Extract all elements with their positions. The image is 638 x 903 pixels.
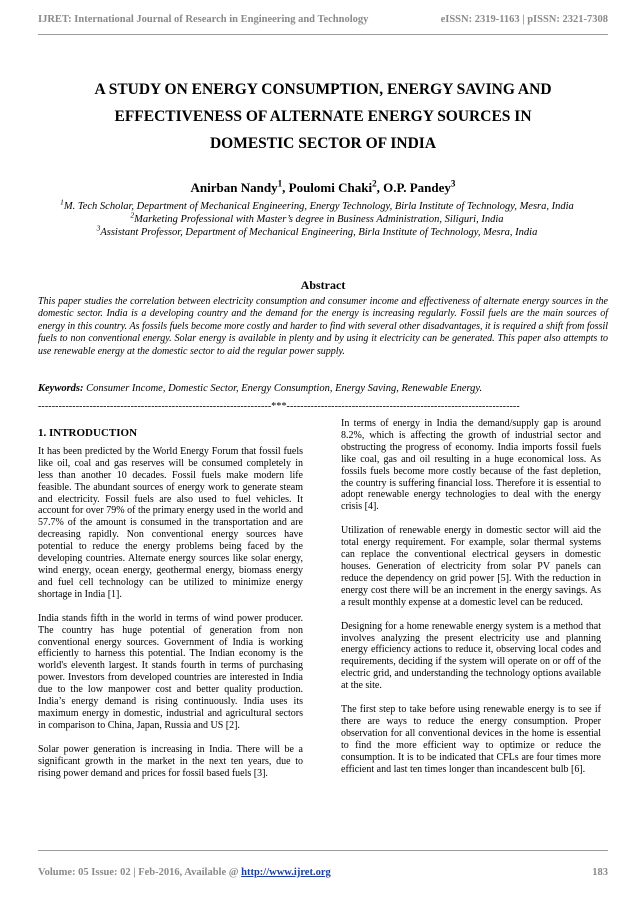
left-column [38,428,303,791]
author-name: Poulomi Chaki [288,180,373,195]
paragraph: Designing for a home renewable energy system is a method that involves analyzing the present electricity use and planning energy efficiency actions to reduce it, observing local codes and requirements, deciding if the system will operate on or off of the electric grid, and understanding the technology options available at the site. [341,620,601,692]
affil-sup: 3 [96,223,101,233]
author-name: O.P. Pandey [383,180,451,195]
paragraph: India stands fifth in the world in terms of wind power producer. The country has huge potential of generation from non conventional energy sources. Government of India is working efficiently to harness this potential. The Indian economy is the world's eleventh largest. It stands fourth in terms of purchasing power. Investors from developed countries are interested in India due to the low manpower cost and better quality production. India’s energy demand is rising continuously. India uses its maximum energy in domestic, industrial and agricultural sectors in comparison to China, Japan, Russia and US [2]. [38,612,303,731]
title-line-2: EFFECTIVENESS OF ALTERNATE ENERGY SOURCES IN [114,108,532,125]
section-heading: 1. INTRODUCTION [38,427,138,439]
affiliation-1 [30,197,604,213]
paragraph: The first step to take before using renewable energy is to see if there are ways to reduce the energy consumption. Proper observation for all conventional devices in the home is essential to find the more efficient way to optimize or reduce the consumption. It is to be indicated that CFLs are four times more efficient and last ten times longer than incandescent bulb [6]. [341,704,601,775]
affil-text: Marketing Professional with Master’s degree in Business Administration, Siliguri, India [134,214,504,225]
author-sup: 3 [450,178,456,189]
abstract-text: This paper studies the correlation between electricity consumption and consumer income and effectiveness of alternate energy sources in the domestic sector. India is a developing country and the demand for the energy is increasing regularly. Fossil fuels are the main sources of energy in this country. As fossils fuels become more costly and harder to find with several other disadvantages, it is required a shift from fossil fuels to non conventional energy. Solar energy is available in plenty and by using it electricity can be generated. This paper also attempts to use renewable energy at the domestic sector to aid the regular power supply. [38,296,608,357]
journal-name: IJRET: International Journal of Research in Engineering and Technology [38,14,369,25]
header-rule [38,34,608,35]
paragraph: In terms of energy in India the demand/supply gap is around 8.2%, which is affecting the growth of industrial sector and obstructing the progress of economy. India imports fossil fuels like coal, gas and oil resulting in a huge economical loss. As fossils fuels become more costly because of the fast depletion, the country is suffering financial loss. Therefore it is essential to adopt renewable energy technologies to deal with the energy crisis [4]. [341,418,601,513]
affiliations [30,197,604,239]
footer-rule [38,850,608,851]
page-number: 183 [592,867,608,878]
journal-link[interactable]: http://www.ijret.org [241,867,331,878]
paragraph: Utilization of renewable energy in domestic sector will aid the total energy requirement. For example, solar thermal systems can replace the conventional electrical geysers in domestic houses. Generation of electricity from solar PV panels can reduce the dependency on grid power [5]. With the reduction in energy cost there will be an increment in the energy savings. As a result monthly expense at a domestic level can be reduced. [341,525,601,608]
affil-sup: 1 [60,197,64,207]
footer-volume [38,867,331,878]
paper-title [38,76,608,157]
affil-text: M. Tech Scholar, Department of Mechanical Engineering, Energy Technology, Birla Institute of Technology, Mesra, India [63,201,574,212]
author-name: Anirban Nandy [190,180,278,195]
issn: eISSN: 2319-1163 | pISSN: 2321-7308 [440,14,608,25]
author-sup: 1 [277,178,283,189]
keywords [38,383,608,394]
keywords-label: Keywords: [38,383,84,394]
right-column [341,418,601,787]
affil-text: Assistant Professor, Department of Mechanical Engineering, Birla Institute of Technology, Mesra, India [100,227,538,238]
affiliation-3 [30,223,604,239]
title-line-1: A STUDY ON ENERGY CONSUMPTION, ENERGY SAVING AND [94,81,552,98]
author-list: Anirban Nandy$^1$, Poulomi Chaki$^2$, O.P. Pandey$^3$ [190,178,456,195]
affiliation-2 [30,210,604,226]
separator-line: --------------------------------------------------------------------***-------------------------------------------------------------------- [38,401,520,412]
footer-volume-text: Volume: 05 Issue: 02 | Feb-2016, Available @ [38,867,242,878]
keywords-text: Consumer Income, Domestic Sector, Energy Consumption, Energy Saving, Renewable Energy. [86,383,483,394]
paragraph: It has been predicted by the World Energy Forum that fossil fuels like oil, coal and gas reserves will be consumed completely in less than another 10 decades. Fossil fuels make modern life feasible. The abundant sources of energy work to generate steam and electricity. Fossil fuels are also used to fuel vehicles. It account for over 79% of the primary energy used in the world and 57.7% of the amount is consumed in the transportation and are decreasing rapidly. Non conventional energy sources have potential to reduce the energy problems being faced by the developing countries. Alternate energy sources like solar energy, wind energy, ocean energy, geothermal energy, biomass energy and fuel cell technology can be utilized to minimize energy shortage in India [1]. [38,445,303,600]
abstract-heading: Abstract [300,278,346,292]
affil-sup: 2 [130,210,135,220]
author-sup: 2 [372,178,377,189]
paragraph: Solar power generation is increasing in India. There will be a significant growth in the market in the next ten years, due to rising power demand and prices for fossil based fuels [3]. [38,743,303,779]
title-line-3: DOMESTIC SECTOR OF INDIA [209,135,437,152]
